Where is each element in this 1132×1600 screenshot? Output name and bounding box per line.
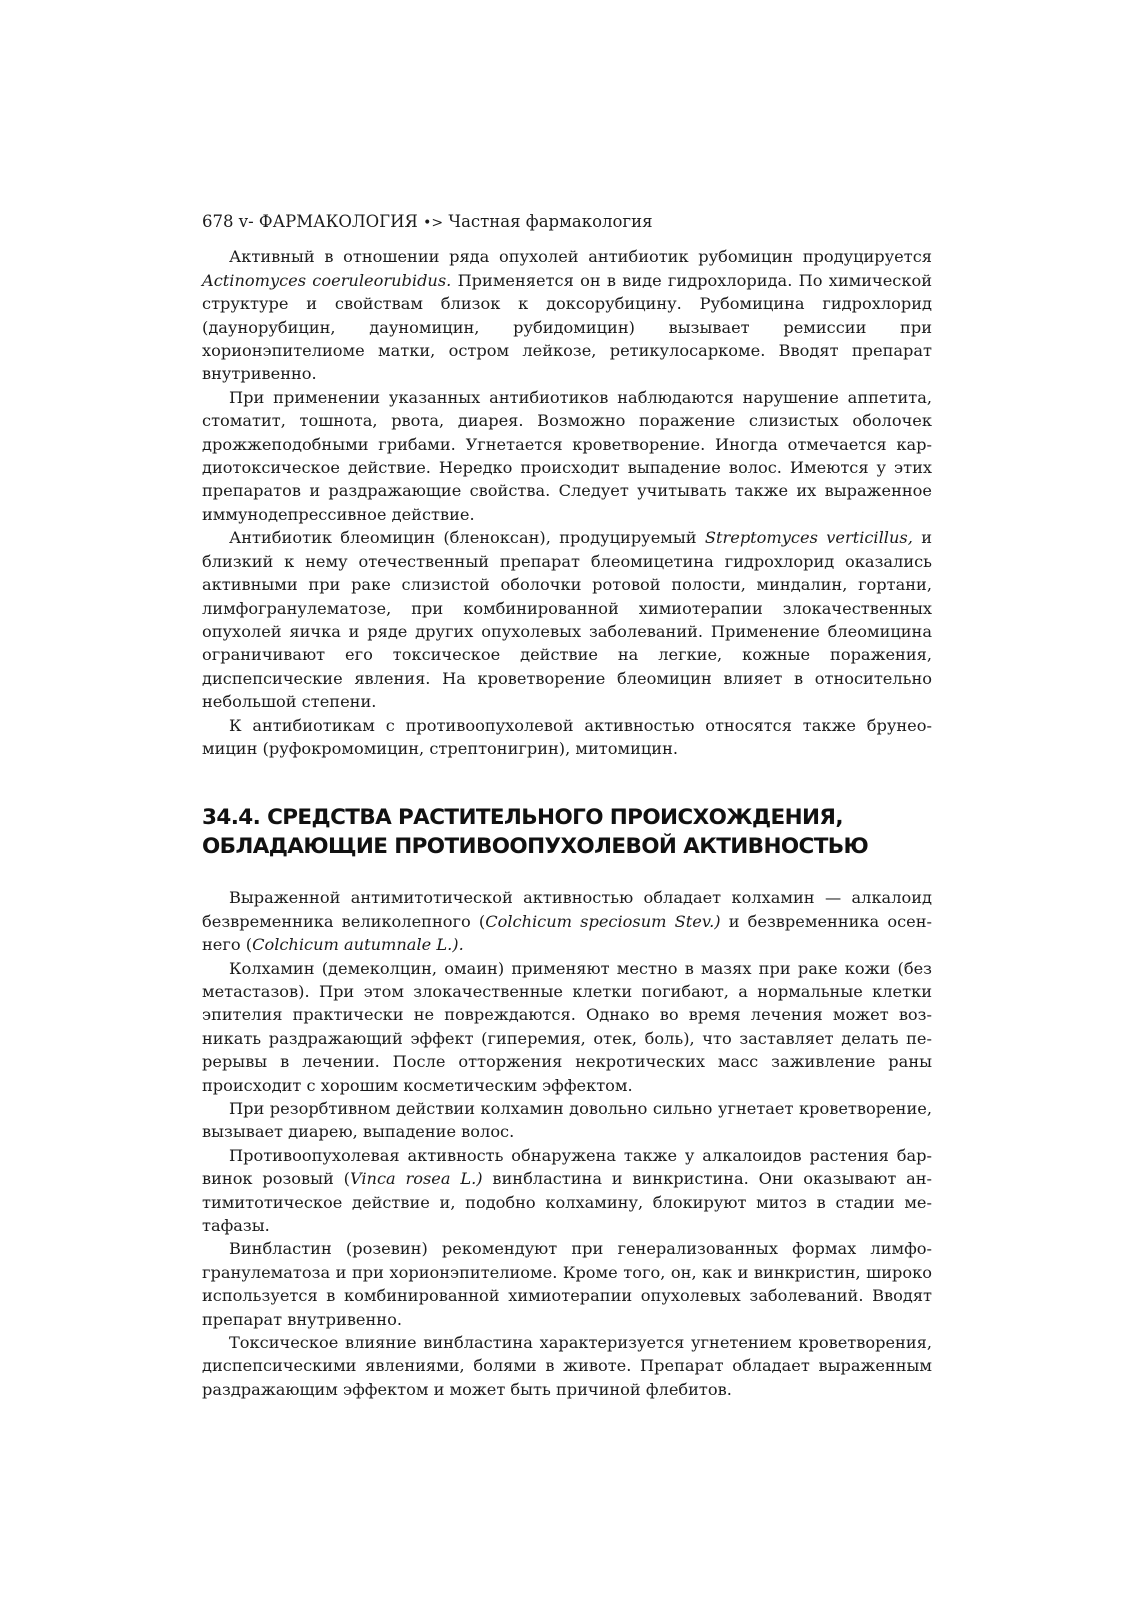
paragraph-rubomycin: Активный в отношении ряда опухолей антибиотик рубомицин продуцируется Actinomyces coeruleorubidus. Применяется он в виде гидрохлорида. По химической структуре и свойствам близок к доксорубицину. Рубомицина гидрохлорид (даунорубицин, дауномицин, рубидомицин) вызывает ремиссии при хорионэпителиоме матки, остром лейкозе, ретикулосаркоме. Вводят препарат внутривенно. [202, 247, 932, 384]
section-heading [202, 803, 932, 861]
paragraph-vinca-alkaloids: Противоопухолевая активность обнаружена также у алкалоидов растения барвинок розовый (Vinca rosea L.) винбластина и винкристина. Они оказывают антимитотическое действие и, подобно колхамину, блокируют митоз в стадии метафазы. [202, 1145, 933, 1236]
header-separator: v- [238, 212, 254, 231]
latin-name: Colchicum autumnale L.). [252, 935, 464, 955]
section-heading-line-1: 34.4. СРЕДСТВА РАСТИТЕЛЬНОГО ПРОИСХОЖДЕНИЯ, [202, 805, 843, 831]
paragraph-colchamine-use: Колхамин (демеколцин, омаин) применяют местно в мазях при раке кожи (без метастазов). При этом злокачественные клетки погибают, а нормальные клетки эпителия практически не повреждаются. Однако во время лечения может возникать раздражающий эффект (гиперемия, отек, боль), что заставляет делать перерывы в лечении. После отторжения некротических масс заживление раны происходит с хорошим косметическим эффектом. [202, 958, 932, 1095]
paragraph-bleomycin: Антибиотик блеомицин (бленоксан), продуцируемый Streptomyces verticillus, и близкий к нему отечественный препарат блеомицетина гидрохлорид оказались активными при раке слизистой оболочки ротовой полости, миндалин, гортани, лимфогранулематозе, при комбинированной химиотерапии злокачественных опухолей яичка и ряде других опухолевых заболеваний. Применение блеомицина ограничивают его токсическое действие на легкие, кожные поражения, диспепсические явления. На кроветворение блеомицин влияет в относительно небольшой степени. [202, 528, 932, 712]
paragraph-other-antibiotics: К антибиотикам с противоопухолевой активностью относятся также брунеомицин (руфокромомицин, стрептонигрин), митомицин. [202, 715, 932, 758]
latin-name: Streptomyces verticillus, [704, 528, 913, 548]
latin-name: Vinca rosea L.) [349, 1169, 483, 1189]
paragraph-colchamine-resorptive: При резорбтивном действии колхамин довольно сильно угнетает кроветворение, вызывает диарею, выпадение волос. [202, 1099, 932, 1142]
book-title: ФАРМАКОЛОГИЯ [258, 212, 418, 231]
paragraph-vinblastine: Винбластин (розевин) рекомендуют при генерализованных формах лимфогранулематоза и при хорионэпителиоме. Кроме того, он, как и винкристин, широко используется в комбинированной химиотерапии опухолевых заболеваний. Вводят препарат внутривенно. [202, 1239, 932, 1329]
paragraph-colchamine-intro: Выраженной антимитотической активностью обладает колхамин — алкалоид безвременника великолепного (Colchicum speciosum Stev.) и безвременника осеннего (Colchicum autumnale L.). [202, 888, 932, 955]
section-heading-line-2: ОБЛАДАЮЩИЕ ПРОТИВООПУХОЛЕВОЙ АКТИВНОСТЬЮ [202, 834, 869, 860]
paragraph-vinblastine-toxicity: Токсическое влияние винбластина характеризуется угнетением кроветворения, диспепсическими явлениями, болями в животе. Препарат обладает выраженным раздражающим эффектом и может быть причиной флебитов. [202, 1333, 932, 1399]
latin-name: Colchicum speciosum Stev.) [485, 911, 721, 931]
latin-name: Actinomyces coeruleorubidus. [202, 270, 452, 290]
running-header [202, 210, 932, 235]
page-number: 678 [202, 212, 234, 231]
book-page [202, 210, 932, 1401]
paragraph-side-effects: При применении указанных антибиотиков наблюдаются нарушение аппетита, стоматит, тошнота, рвота, диарея. Возможно поражение слизистых оболочек дрожжеподобными грибами. Угнетается кроветворение. Иногда отмечается кардиотоксическое действие. Нередко происходит выпадение волос. Имеются у этих препаратов и раздражающие свойства. Следует учитывать также их выраженное иммунодепрессивное действие. [202, 387, 932, 524]
header-arrow: •> [423, 215, 444, 231]
chapter-title: Частная фармакология [448, 212, 653, 231]
